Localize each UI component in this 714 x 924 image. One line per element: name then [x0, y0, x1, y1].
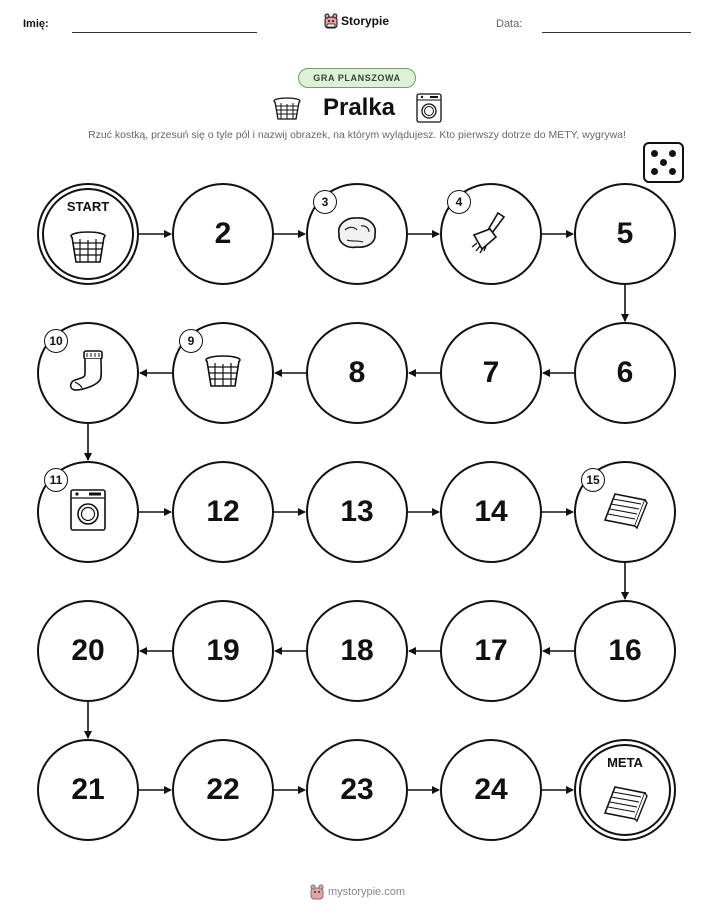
cell-number: 19 — [206, 634, 240, 667]
cell-number: 17 — [474, 634, 508, 667]
footer-url: mystorypie.com — [328, 886, 406, 898]
cell-number-badge: 3 — [313, 190, 337, 214]
finish-cell — [574, 739, 676, 841]
laundry-basket-icon — [203, 351, 243, 396]
board-cell-13 — [306, 461, 408, 563]
cell-number: 12 — [206, 495, 240, 528]
board-cell-19 — [172, 600, 274, 702]
cell-number: 8 — [348, 356, 366, 389]
cell-number: 6 — [616, 356, 634, 389]
instructions: Rzuć kostką, przesuń się o tyle pól i nazwij obrazek, na którym wylądujesz. Kto pierwszy dotrze do METY, wygrywa! — [88, 129, 626, 141]
stain-blob-icon — [333, 212, 381, 257]
cell-number-badge: 11 — [44, 468, 68, 492]
cell-number: 20 — [71, 634, 105, 667]
cell-number-badge: 15 — [581, 468, 605, 492]
cell-number: 24 — [474, 773, 508, 806]
board-cell-23 — [306, 739, 408, 841]
cell-number: 16 — [608, 634, 642, 667]
board-cell-10 — [37, 322, 139, 424]
brand-name: Storypie — [341, 14, 390, 28]
board-cell-20 — [37, 600, 139, 702]
board-cell-24 — [440, 739, 542, 841]
board-cell-21 — [37, 739, 139, 841]
footer — [310, 884, 405, 900]
board-cell-8 — [306, 322, 408, 424]
board-cell-7 — [440, 322, 542, 424]
cell-number-badge: 4 — [447, 190, 471, 214]
cell-number: 22 — [206, 773, 240, 806]
sock-icon — [66, 348, 110, 399]
board-cell-5 — [574, 183, 676, 285]
board-cell-6 — [574, 322, 676, 424]
washboard-icon — [601, 490, 649, 535]
cell-number-badge: 10 — [44, 329, 68, 353]
board-cell-12 — [172, 461, 274, 563]
name-label: Imię: — [23, 18, 49, 30]
board-cell-2 — [172, 183, 274, 285]
cell-number-badge: 9 — [179, 329, 203, 353]
board-cell-22 — [172, 739, 274, 841]
board-cell-9 — [172, 322, 274, 424]
game-type-badge: GRA PLANSZOWA — [298, 68, 416, 88]
board-cell-17 — [440, 600, 542, 702]
board-cell-15 — [574, 461, 676, 563]
finish-label: META — [607, 755, 643, 770]
brush-icon — [468, 209, 514, 260]
start-label: START — [66, 199, 110, 214]
board-cell-18 — [306, 600, 408, 702]
page-title: Pralka — [322, 94, 396, 121]
cell-number: 14 — [474, 495, 508, 528]
washboard-icon — [601, 783, 649, 828]
date-label: Data: — [496, 18, 523, 30]
board-cell-4 — [440, 183, 542, 285]
cell-number: 18 — [340, 634, 374, 667]
board-cell-3 — [306, 183, 408, 285]
washing-machine-icon — [69, 488, 107, 537]
board-cell-11 — [37, 461, 139, 563]
board-cell-14 — [440, 461, 542, 563]
board-cell-16 — [574, 600, 676, 702]
storypie-mascot-icon — [310, 884, 324, 900]
cell-number: 21 — [71, 773, 105, 806]
laundry-basket-icon — [68, 227, 108, 272]
cell-number: 7 — [482, 356, 500, 389]
start-cell — [37, 183, 139, 285]
cell-number: 5 — [616, 217, 634, 250]
cell-number: 13 — [340, 495, 374, 528]
cell-number: 2 — [214, 217, 232, 250]
cell-number: 23 — [340, 773, 374, 806]
